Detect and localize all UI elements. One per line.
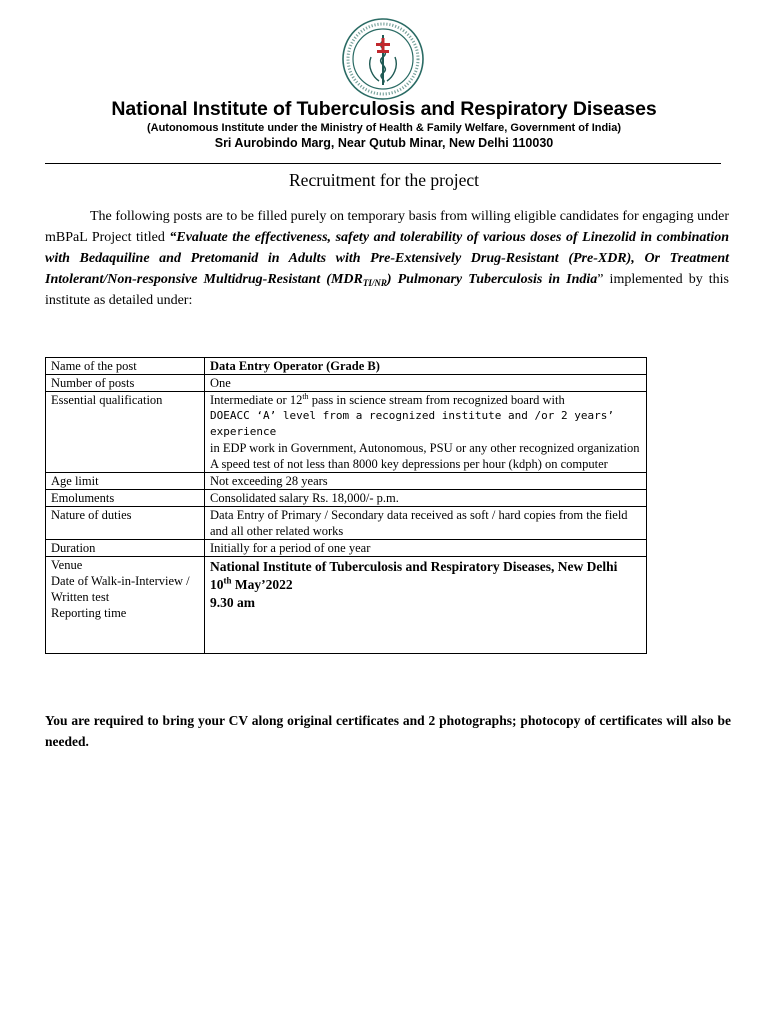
row-label: Venue [51,558,83,572]
intro-lead: The following posts are to be filled purely on temporary basis from willing eligible candidates for engaging under mBPaL Project titled [45,209,729,245]
emoluments-value: Consolidated salary Rs. 18,000/- p.m. [205,490,647,507]
venue-value: National Institute of Tuberculosis and Respiratory Diseases, New Delhi [210,559,618,574]
interview-date-day: 10 [210,577,224,592]
qualification-line: DOEACC ‘A’ level from a recognized institute and /or 2 years’ experience [210,409,614,438]
page-title: Recruitment for the project [289,170,479,190]
reporting-time-value: 9.30 am [210,595,255,610]
header-divider [45,163,721,164]
row-label: Duration [46,540,205,557]
table-row [46,358,647,375]
row-label: Name of the post [46,358,205,375]
table-row [46,473,647,490]
duties-value: Data Entry of Primary / Secondary data received as soft / hard copies from the field and all other related works [205,507,647,540]
qualification-superscript: th [302,391,309,401]
table-row [46,490,647,507]
table-row [46,557,647,654]
institute-name: National Institute of Tuberculosis and Respiratory Diseases [111,98,657,120]
venue-values-cell [205,557,647,654]
number-of-posts-value: One [205,375,647,392]
qualification-text: pass in science stream from recognized board with [308,393,565,407]
project-title-text: “Evaluate the effectiveness, safety and tolerability of various doses of Linezolid in combination with Bedaquiline and Pretomanid in Adults with Pre-Extensively Drug-Resistant (Pre-XDR), Or Treatment Intolerant/Non-responsive Multidrug-Resistant (MDR [45,230,729,287]
age-limit-value: Not exceeding 28 years [205,473,647,490]
project-title-subscript: TI/NR [362,278,387,288]
row-label: Age limit [46,473,205,490]
qualification-line [210,392,641,408]
table-row [46,375,647,392]
institute-address: Sri Aurobindo Marg, Near Qutub Minar, New Delhi 110030 [214,136,554,150]
row-label: Essential qualification [46,392,205,473]
row-label: Nature of duties [46,507,205,540]
duration-value: Initially for a period of one year [205,540,647,557]
bring-documents-notice: You are required to bring your CV along original certificates and 2 photographs; photocopy of certificates will also be needed. [45,713,731,749]
institute-emblem-icon [341,17,425,101]
row-label: Date of Walk-in-Interview / Written test [51,574,190,604]
institute-affiliation: (Autonomous Institute under the Ministry of Health & Family Welfare, Government of India) [146,122,622,134]
table-row [46,507,647,540]
qualification-line: A speed test of not less than 8000 key depressions per hour (kdph) on computer [210,457,608,471]
row-label: Number of posts [46,375,205,392]
intro-tail: implemented by this institute as detailed under: [45,272,729,308]
table-row [46,392,647,473]
interview-date-rest: May’2022 [231,577,293,592]
table-row [46,540,647,557]
intro-paragraph [45,206,729,311]
venue-labels-cell [46,557,205,654]
row-label: Reporting time [51,606,127,620]
interview-date-superscript: th [223,575,232,586]
interview-date-value [210,576,641,594]
post-name-value: Data Entry Operator (Grade B) [205,358,647,375]
project-title-end: ) Pulmonary Tuberculosis in India [386,272,598,287]
qualification-text: Intermediate or 12 [210,393,303,407]
post-details-table [45,357,647,654]
project-close-quote: ” [597,272,604,287]
qualification-value [205,392,647,473]
row-label: Emoluments [46,490,205,507]
qualification-line: in EDP work in Government, Autonomous, PSU or any other recognized organization [210,441,640,455]
